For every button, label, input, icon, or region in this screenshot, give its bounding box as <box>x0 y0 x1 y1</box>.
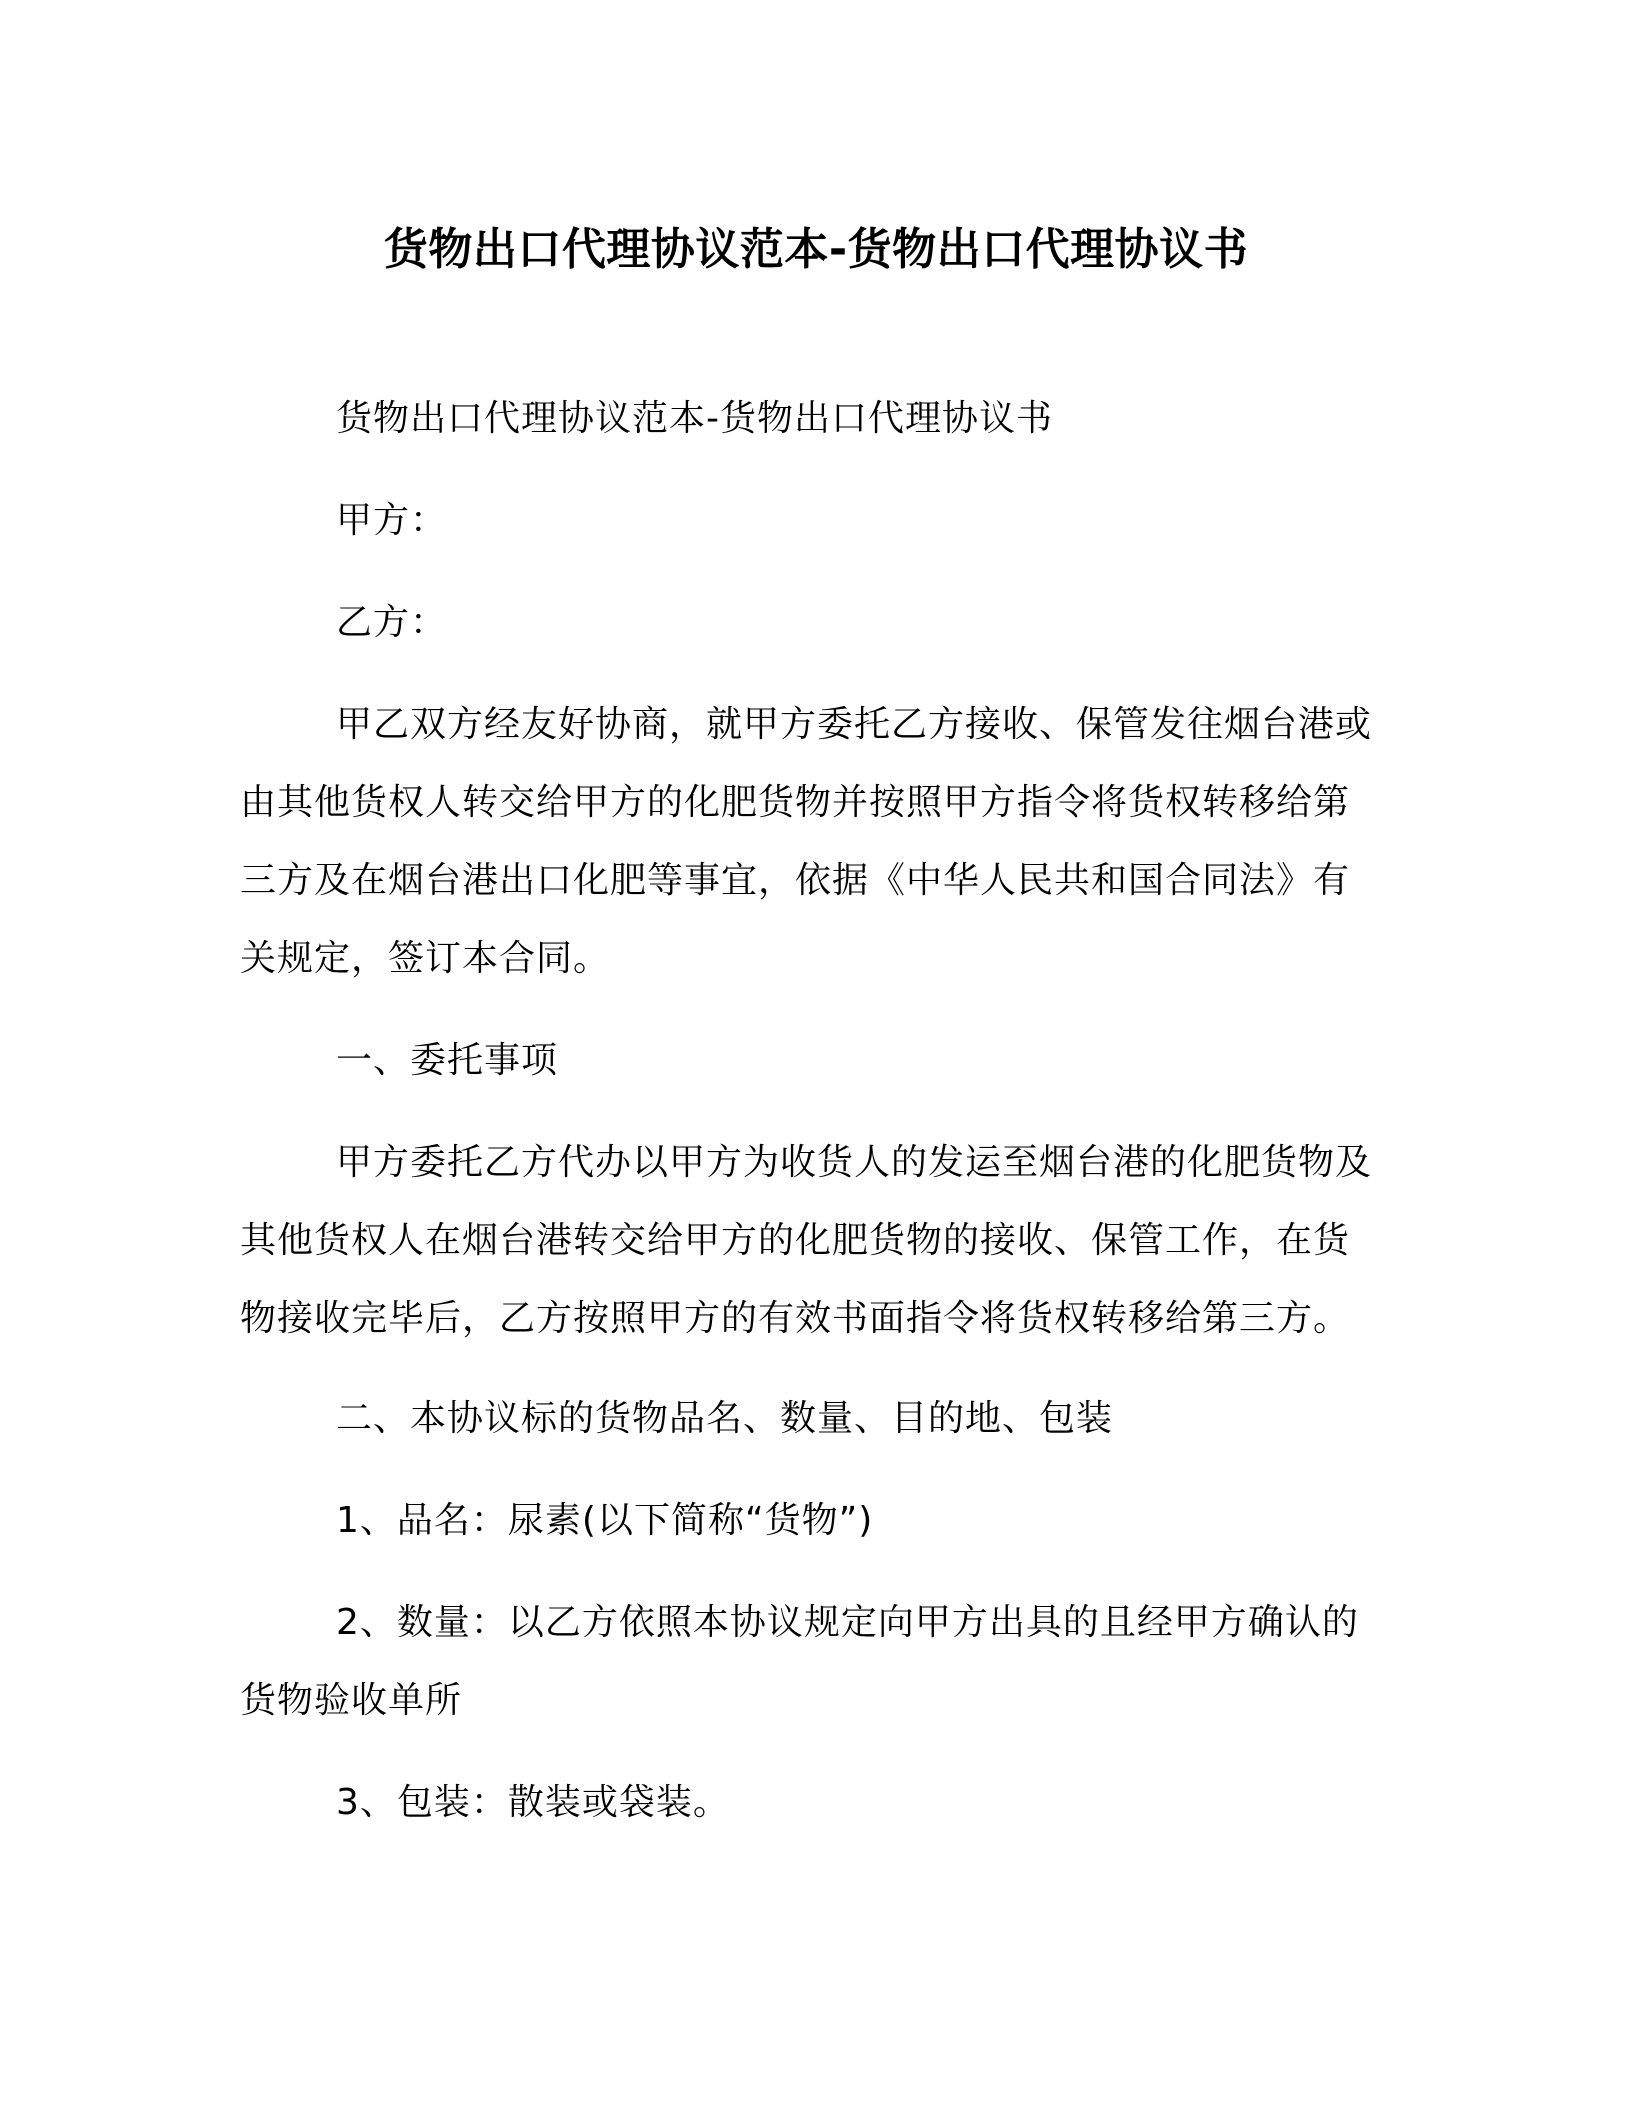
party-b-label: 乙方： <box>336 602 448 643</box>
document-subtitle: 货物出口代理协议范本-货物出口代理协议书 <box>336 398 1053 439</box>
section-2-item-1: 1、品名：尿素(以下简称“货物”) <box>336 1500 874 1541</box>
party-a-label: 甲方： <box>336 500 448 541</box>
section-1-heading: 一、委托事项 <box>336 1040 559 1081</box>
document-title: 货物出口代理协议范本-货物出口代理协议书 <box>383 224 1249 275</box>
section-2-item-2: 2、数量：以乙方依照本协议规定向甲方出具的且经甲方确认的货物验收单所 <box>240 1602 1359 1721</box>
section-1-body: 甲方委托乙方代办以甲方为收货人的发运至烟台港的化肥货物及其他货权人在烟台港转交给甲方的化肥货物的接收、保管工作，在货物接收完毕后，乙方按照甲方的有效书面指令将货权转移给第三方。 <box>240 1142 1373 1339</box>
preamble-paragraph: 甲乙双方经友好协商，就甲方委托乙方接收、保管发往烟台港或由其他货权人转交给甲方的化肥货物并按照甲方指令将货权转移给第三方及在烟台港出口化肥等事宜，依据《中华人民共和国合同法》有关规定，签订本合同。 <box>240 704 1373 979</box>
section-2-item-3: 3、包装：散装或袋装。 <box>336 1782 730 1823</box>
section-2-heading: 二、本协议标的货物品名、数量、目的地、包装 <box>336 1398 1114 1439</box>
